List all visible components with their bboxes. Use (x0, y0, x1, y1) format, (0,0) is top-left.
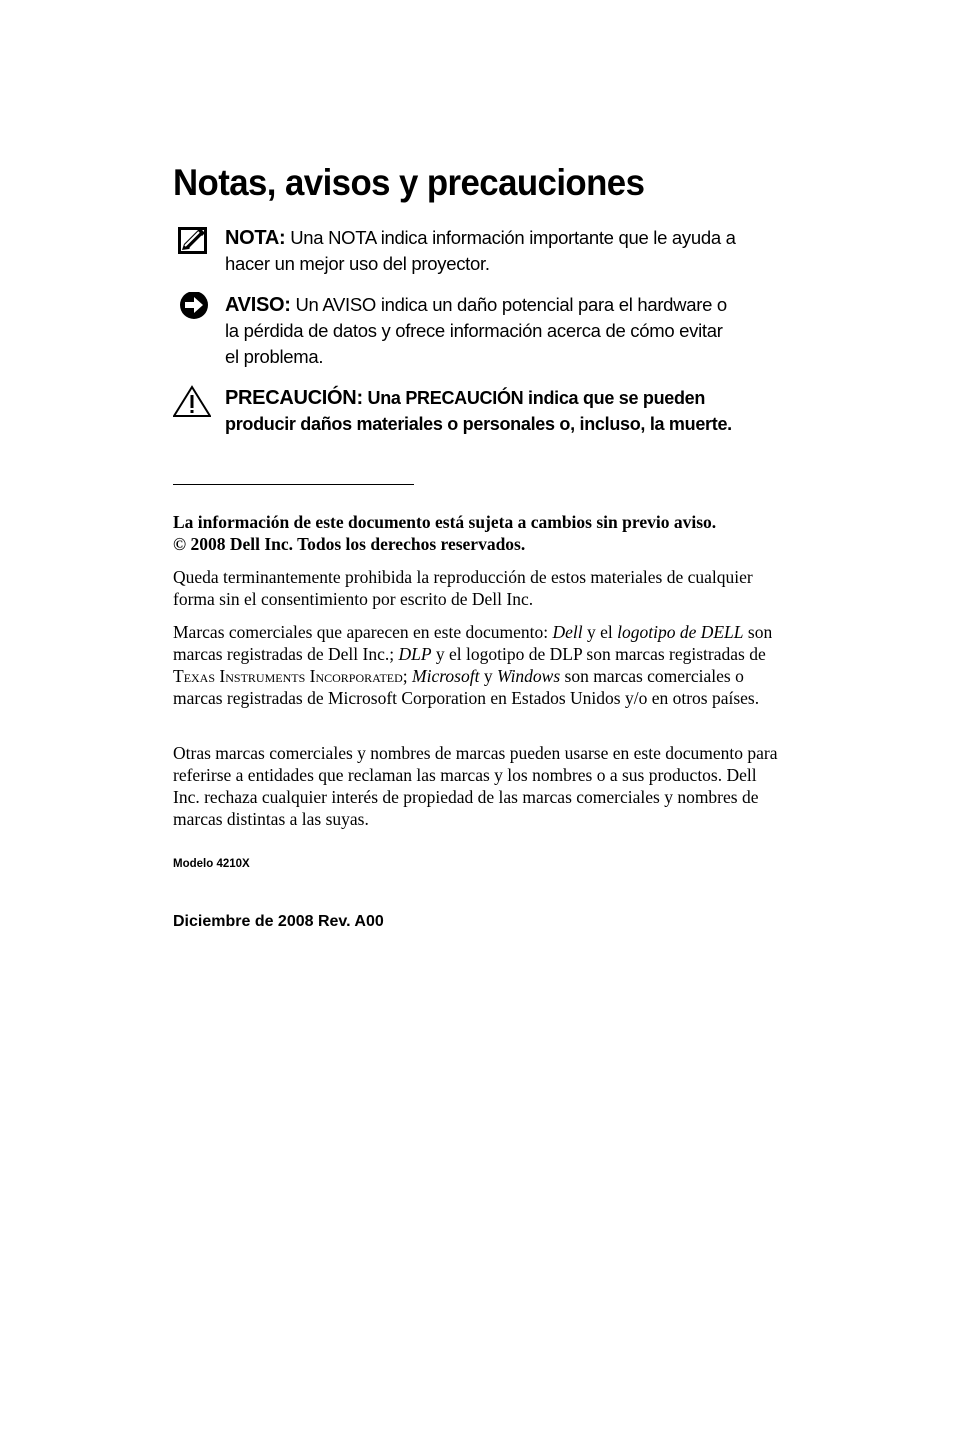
caution-text (225, 385, 793, 437)
notice-body-line2: la pérdida de datos y ofrece información acerca de cómo evitar (225, 320, 723, 341)
warning-triangle-icon (173, 385, 211, 419)
trademark-dell: Dell (552, 622, 583, 642)
caution-callout (173, 385, 793, 437)
trademark-windows: Windows (496, 666, 561, 686)
trademarks-text: son marcas comerciales o marcas registradas de Microsoft Corporation en Estados Unidos y/o en otros países. (173, 666, 760, 708)
other-trademarks-paragraph: Otras marcas comerciales y nombres de marcas pueden usarse en este documento para referirse a entidades que reclaman las marcas y los nombres o a sus productos. Dell Inc. rechaza cualquier interés de propiedad de las marcas comerciales y nombres de marcas distintas a las suyas. (173, 743, 778, 829)
trademarks-paragraph (173, 621, 783, 709)
trademarks-text: son marcas registradas de Dell Inc.; (173, 622, 773, 664)
trademarks-text: ; (402, 666, 413, 686)
note-callout (173, 225, 793, 277)
trademark-dell-logo: logotipo de DELL (617, 622, 744, 642)
model-number: Modelo 4210X (173, 858, 250, 870)
caution-body-line2: producir daños materiales o personales o, incluso, la muerte. (225, 414, 732, 434)
page-title: Notas, avisos y precauciones (173, 162, 645, 203)
notice-arrow-icon (173, 292, 211, 326)
note-body: Una NOTA indica información importante que le ayuda a (290, 227, 736, 248)
legal-notice-line1: La información de este documento está sujeta a cambios sin previo aviso. (173, 512, 717, 532)
revision-date: Diciembre de 2008 Rev. A00 (173, 913, 384, 930)
trademarks-text: y el logotipo de DLP son marcas registradas de (431, 644, 766, 664)
notice-body: Un AVISO indica un daño potencial para el hardware o (295, 294, 727, 315)
divider-rule (173, 484, 414, 485)
notice-label: AVISO: (225, 294, 291, 316)
notice-callout (173, 292, 793, 370)
copyright-line: © 2008 Dell Inc. Todos los derechos reservados. (173, 534, 526, 554)
notice-body-line3: el problema. (225, 346, 324, 367)
note-label: NOTA: (225, 227, 286, 249)
trademarks-text: Marcas comerciales que aparecen en este documento: (173, 622, 553, 642)
trademarks-text: y el (582, 622, 618, 642)
note-text (225, 225, 793, 277)
trademark-texas-instruments: Texas Instruments Incorporated (173, 666, 403, 686)
trademarks-text: y (479, 666, 497, 686)
legal-notice (173, 511, 783, 555)
caution-label: PRECAUCIÓN: (225, 387, 363, 409)
pencil-note-icon (173, 225, 211, 259)
notice-text (225, 292, 793, 370)
trademark-dlp: DLP (398, 644, 432, 664)
trademark-microsoft: Microsoft (412, 666, 480, 686)
note-body-line2: hacer un mejor uso del proyector. (225, 253, 490, 274)
reproduction-paragraph: Queda terminantemente prohibida la reproducción de estos materiales de cualquier forma sin el consentimiento por escrito de Dell Inc. (173, 567, 753, 609)
caution-body: Una PRECAUCIÓN indica que se pueden (367, 388, 706, 408)
